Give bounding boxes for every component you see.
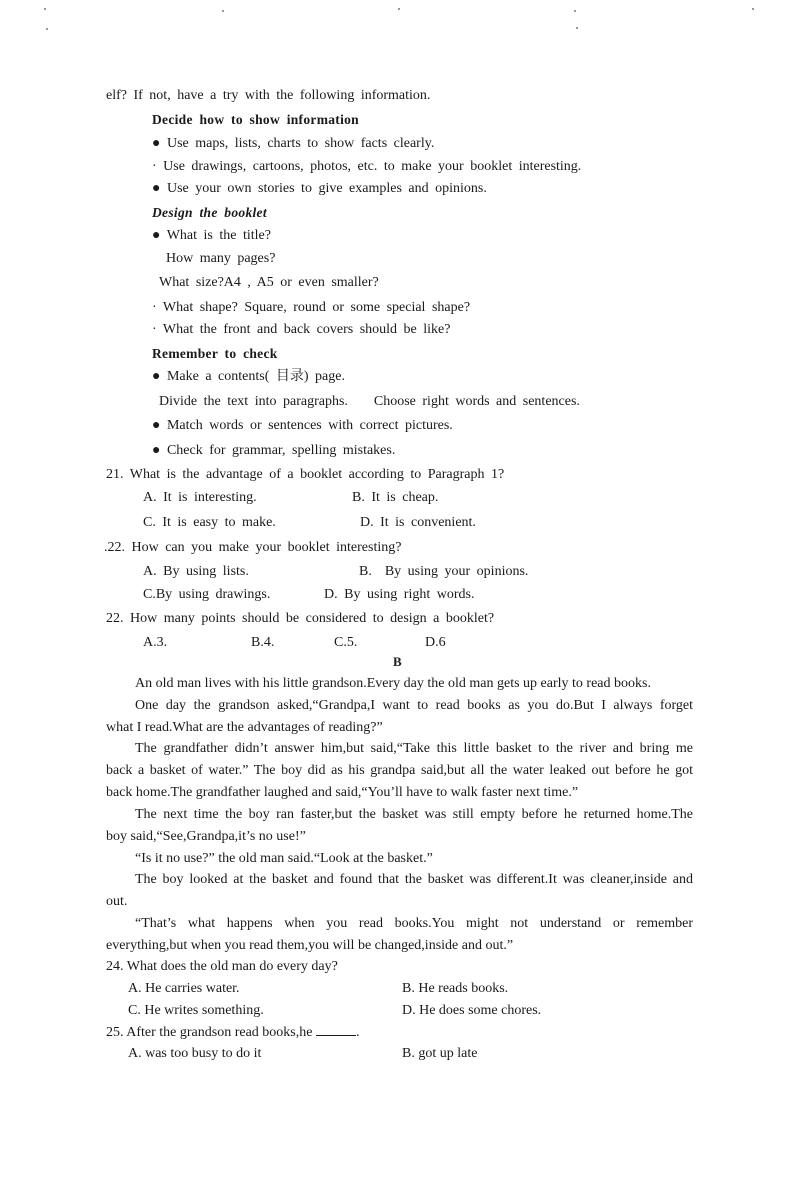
story-line: “That’s what happens when you read books.You might not understand or remember	[135, 916, 693, 931]
section-b-label: B	[393, 654, 402, 669]
bullet-item: ● Use maps, lists, charts to show facts clearly.	[152, 136, 435, 151]
question-stem: 21. What is the advantage of a booklet according to Paragraph 1?	[106, 467, 505, 482]
option-b: B. He reads books.	[402, 981, 509, 996]
story-line: everything,but when you read them,you will be changed,inside and out.”	[106, 938, 514, 953]
story-line: what I read.What are the advantages of reading?”	[106, 720, 383, 735]
option-b: B.4.	[251, 635, 275, 650]
heading-show-info: Decide how to show information	[152, 112, 359, 127]
bullet-item: · What shape? Square, round or some special shape?	[152, 300, 471, 315]
option-a: A.3.	[143, 635, 168, 650]
scan-speck	[222, 10, 224, 12]
option-a: A. By using lists.	[143, 564, 249, 579]
option-c: C. It is easy to make.	[143, 515, 276, 530]
heading-check: Remember to check	[152, 346, 278, 361]
option-d: D. He does some chores.	[402, 1003, 542, 1018]
bullet-item: Divide the text into paragraphs. Choose right words and sentences.	[159, 394, 580, 409]
scan-speck	[752, 8, 754, 10]
option-c: C.By using drawings.	[143, 587, 271, 602]
question-stem	[106, 1023, 359, 1042]
question-stem: 24. What does the old man do every day?	[106, 959, 338, 974]
bullet-item: · Use drawings, cartoons, photos, etc. to make your booklet interesting.	[152, 159, 582, 174]
story-line: One day the grandson asked,“Grandpa,I want to read books as you do.But I always forget	[135, 698, 693, 713]
scan-speck	[576, 27, 578, 29]
option-c: C. He writes something.	[128, 1003, 264, 1018]
option-d: D.6	[425, 635, 446, 650]
option-d: D. By using right words.	[324, 587, 475, 602]
story-line: boy said,“See,Grandpa,it’s no use!”	[106, 829, 306, 844]
scan-speck	[44, 8, 46, 10]
option-c: C.5.	[334, 635, 358, 650]
option-a: A. was too busy to do it	[128, 1046, 262, 1061]
bullet-item: ● Match words or sentences with correct pictures.	[152, 418, 453, 433]
scan-speck	[574, 10, 576, 12]
story-line: back a basket of water.” The boy did as his grandpa said,but all the water leaked out before he got	[106, 763, 693, 778]
option-a: A. He carries water.	[128, 981, 240, 996]
story-line: The grandfather didn’t answer him,but said,“Take this little basket to the river and bring me	[135, 741, 693, 756]
story-line: The next time the boy ran faster,but the basket was still empty before he returned home.The	[135, 807, 693, 822]
intro-line: elf? If not, have a try with the following information.	[106, 88, 431, 103]
scan-speck	[46, 28, 48, 30]
bullet-item: ● Check for grammar, spelling mistakes.	[152, 443, 396, 458]
story-line: “Is it no use?” the old man said.“Look at the basket.”	[135, 851, 433, 866]
option-a: A. It is interesting.	[143, 490, 257, 505]
story-line: out.	[106, 894, 128, 909]
bullet-item: ● Make a contents( 目录) page.	[152, 369, 345, 384]
scan-speck	[398, 8, 400, 10]
bullet-item: · What the front and back covers should be like?	[152, 322, 451, 337]
story-line: An old man lives with his little grandson.Every day the old man gets up early to read books.	[135, 676, 651, 691]
option-b: B. By using your opinions.	[359, 564, 529, 579]
story-line: back home.The grandfather laughed and said,“You’ll have to walk faster next time.”	[106, 785, 579, 800]
option-b: B. It is cheap.	[352, 490, 439, 505]
bullet-item: How many pages?	[166, 251, 276, 266]
story-line: The boy looked at the basket and found that the basket was different.It was cleaner,inside and	[135, 872, 693, 887]
heading-design: Design the booklet	[152, 205, 267, 220]
question-stem-text: 25. After the grandson read books,he	[106, 1025, 313, 1040]
stem-period: .	[355, 1025, 360, 1040]
bullet-item: ● What is the title?	[152, 228, 271, 243]
option-b: B. got up late	[402, 1046, 478, 1061]
question-stem: 22. How many points should be considered to design a booklet?	[106, 611, 495, 626]
option-d: D. It is convenient.	[360, 515, 476, 530]
answer-blank	[316, 1023, 356, 1036]
bullet-item: ● Use your own stories to give examples and opinions.	[152, 181, 487, 196]
question-stem: .22. How can you make your booklet interesting?	[104, 540, 402, 555]
bullet-item: What size?A4 , A5 or even smaller?	[159, 275, 379, 290]
